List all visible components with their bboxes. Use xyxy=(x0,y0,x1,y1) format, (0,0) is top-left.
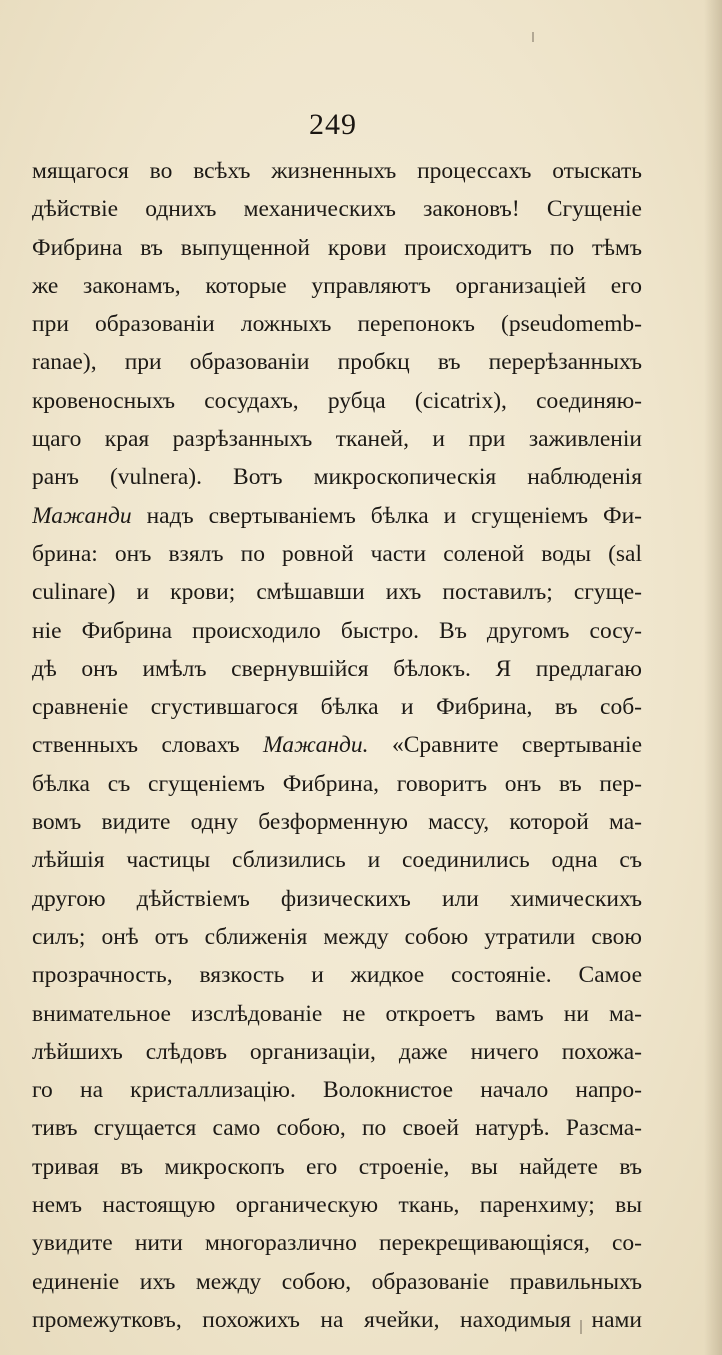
text-line xyxy=(32,1224,642,1262)
text-line xyxy=(32,573,642,611)
text-line xyxy=(32,1186,642,1224)
line-text: внимательное изслѣдованіе не откроетъ вамъ ни ма- xyxy=(32,1000,642,1027)
text-line xyxy=(32,765,642,803)
text-line xyxy=(32,1033,642,1071)
line-text: мящагося во всѣхъ жизненныхъ процессахъ отыскать xyxy=(32,158,642,184)
text-line xyxy=(32,880,642,918)
line-text: лѣйшія частицы сблизились и соединились одна съ xyxy=(32,847,642,874)
text-line xyxy=(32,535,642,573)
page-edge-shadow xyxy=(704,0,722,1355)
text-line xyxy=(32,382,642,420)
line-text: единеніе ихъ между собою, образованіе правильныхъ xyxy=(32,1268,642,1295)
line-text: ранъ (vulnera). Вотъ микроскопическія наблюденія xyxy=(32,464,642,491)
line-text: го на кристаллизацію. Волокнистое начало напро- xyxy=(32,1077,642,1104)
italic-name: Мажанди xyxy=(32,502,132,529)
line-text: брина: онъ взялъ по ровной части соленой воды (sal xyxy=(32,540,642,567)
text-line xyxy=(32,1109,642,1147)
text-line xyxy=(32,420,642,458)
line-text: немъ настоящую органическую ткань, паренхиму; вы xyxy=(32,1192,642,1219)
line-text: при образованіи ложныхъ перепонокъ (pseudomemb- xyxy=(32,311,642,338)
text-line xyxy=(32,1263,642,1301)
line-text: дѣ онъ имѣлъ свернувшійся бѣлокъ. Я предлагаю xyxy=(32,655,642,682)
text-line xyxy=(32,612,642,650)
text-line xyxy=(32,726,642,764)
line-text: другою дѣйствіемъ физическихъ или химическихъ xyxy=(32,885,642,912)
text-line xyxy=(32,918,642,956)
line-text: прозрачность, вязкость и жидкое состояніе. Самое xyxy=(32,962,642,989)
italic-name: Мажанди. xyxy=(263,732,369,759)
line-text: лѣйшихъ слѣдовъ организаціи, даже ничего похожа- xyxy=(32,1038,642,1065)
line-text: ranae), при образованіи пробкц въ перерѣзанныхъ xyxy=(32,349,642,376)
line-text: увидите нити многоразлично перекрещивающіяся, со- xyxy=(32,1230,642,1257)
line-text: «Сравните свертываніе xyxy=(368,732,642,759)
text-line xyxy=(32,995,642,1033)
line-text: ніе Фибрина происходило быстро. Въ другомъ сосу- xyxy=(32,617,642,644)
text-line xyxy=(32,152,642,190)
text-line xyxy=(32,343,642,381)
line-text: дѣйствіе однихъ механическихъ законовъ! Сгущеніе xyxy=(32,196,642,223)
line-text: ственныхъ словахъ xyxy=(32,732,264,759)
line-text: надъ свертываніемъ бѣлка и сгущеніемъ Фи- xyxy=(131,502,642,529)
text-line xyxy=(32,1301,642,1339)
line-text: вомъ видите одну безформенную массу, которой ма- xyxy=(32,809,642,836)
text-line xyxy=(32,956,642,994)
margin-mark xyxy=(532,32,534,42)
line-text: щаго края разрѣзанныхъ тканей, и при заживленіи xyxy=(32,426,642,453)
text-line xyxy=(32,803,642,841)
text-line xyxy=(32,305,642,343)
line-text: culinare) и крови; смѣшавши ихъ поставилъ; сгуще- xyxy=(32,579,642,606)
text-line xyxy=(32,458,642,496)
line-text: тивъ сгущается само собою, по своей натурѣ. Разсма- xyxy=(32,1115,642,1142)
line-text: кровеносныхъ сосудахъ, рубца (cicatrix), соединяю- xyxy=(32,387,642,414)
line-text: силъ; онѣ отъ сближенія между собою утратили свою xyxy=(32,923,642,950)
text-line xyxy=(32,267,642,305)
line-text: сравненіе сгустившагося бѣлка и Фибрина, въ соб- xyxy=(32,694,642,721)
text-line xyxy=(32,1148,642,1186)
line-text: промежутковъ, похожихъ на ячейки, находимыя нами xyxy=(32,1306,642,1333)
text-line xyxy=(32,497,642,535)
line-text: же законамъ, которые управляютъ организаціей его xyxy=(32,272,642,299)
line-text: Фибрина въ выпущенной крови происходитъ по тѣмъ xyxy=(32,234,642,261)
text-line xyxy=(32,229,642,267)
body-text xyxy=(32,152,642,1339)
text-line xyxy=(32,1071,642,1109)
line-text: бѣлка съ сгущеніемъ Фибрина, говоритъ онъ въ пер- xyxy=(32,770,642,797)
line-text: тривая въ микроскопъ его строеніе, вы найдете въ xyxy=(32,1153,642,1180)
text-line xyxy=(32,650,642,688)
text-line xyxy=(32,841,642,879)
text-line xyxy=(32,190,642,228)
text-line xyxy=(32,688,642,726)
page-number: 249 xyxy=(309,108,357,141)
